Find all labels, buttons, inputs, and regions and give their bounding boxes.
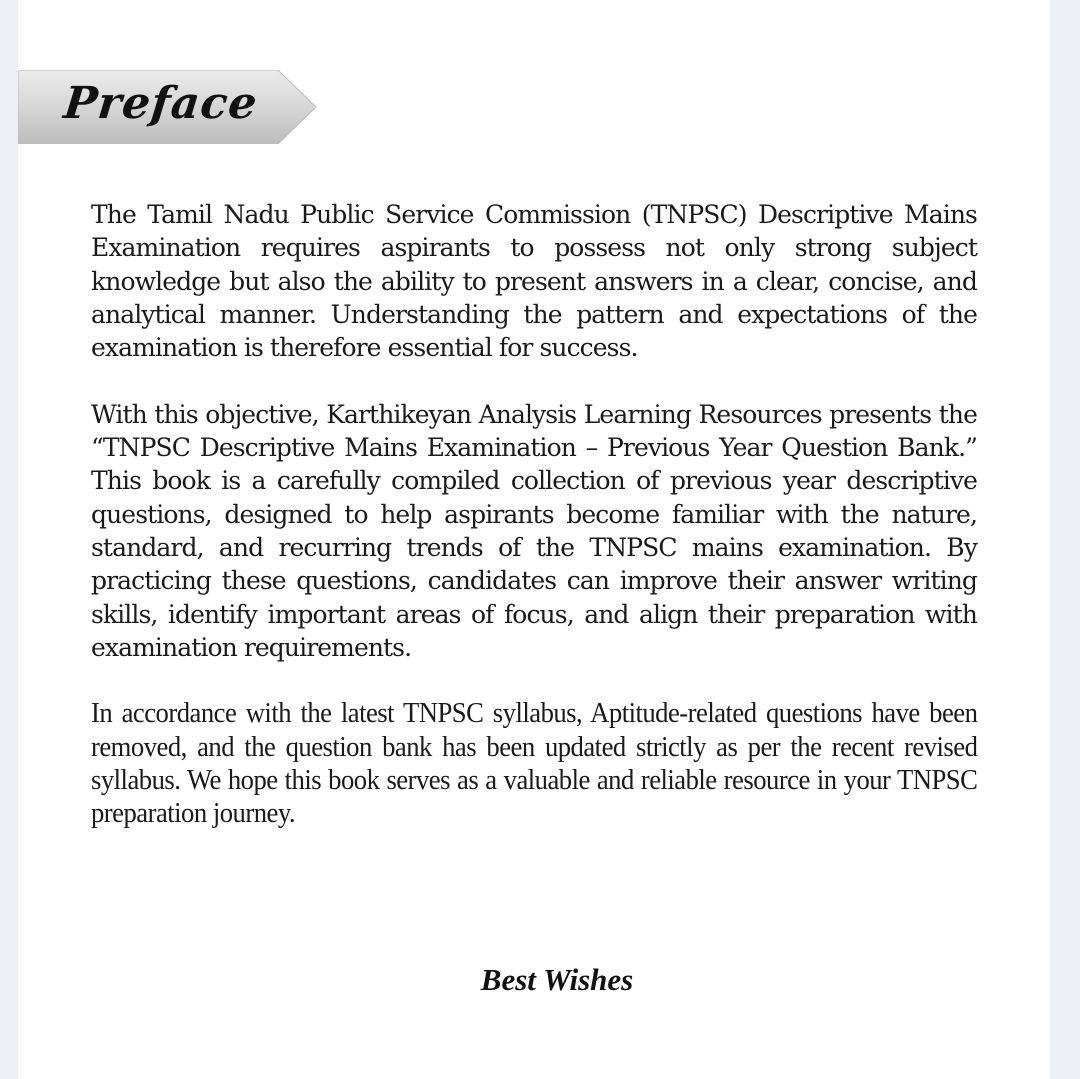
preface-banner [18,70,316,144]
document-page [18,0,1050,1079]
paragraph-syllabus: In accordance with the latest TNPSC syllabus, Aptitude-related questions have been removed, and the question bank has been updated strictly as per the recent revised syllabus. We hope this book serves as a valuable and reliable resource in your TNPSC preparation journey. [91,698,978,830]
paragraph-objective: With this objective, Karthikeyan Analysis Learning Resources presents the “TNPSC Descriptive Mains Examination – Previous Year Question Bank.” This book is a carefully compiled collection of previous year descriptive questions, designed to help aspirants become familiar with the nature, standard, and recurring trends of the TNPSC mains examination. By practicing these questions, candidates can improve their answer writing skills, identify important areas of focus, and align their preparation with examination requirements. [91,399,977,662]
closing-best-wishes: Best Wishes [480,962,634,997]
paragraph-intro: The Tamil Nadu Public Service Commission (TNPSC) Descriptive Mains Examination requires aspirants to possess not only strong subject knowledge but also the ability to present answers in a clear, concise, and analytical manner. Understanding the pattern and expectations of the examination is therefore essential for success. [91,200,977,363]
preface-title: Preface [61,78,261,129]
preface-body [91,198,977,864]
